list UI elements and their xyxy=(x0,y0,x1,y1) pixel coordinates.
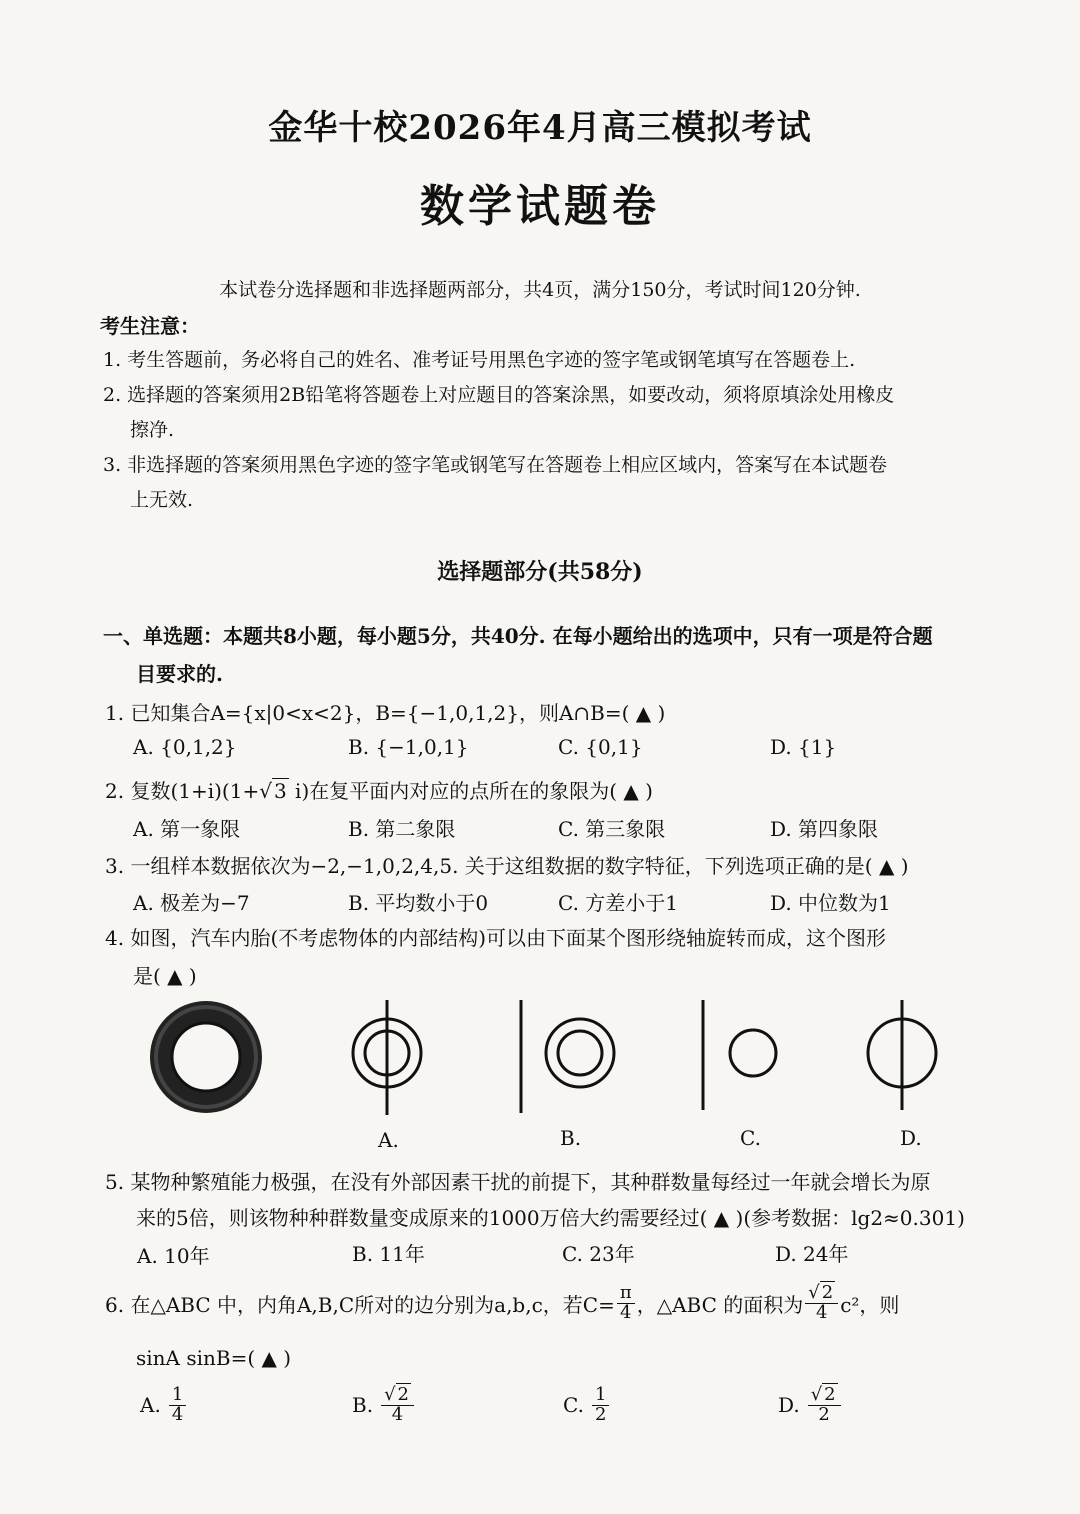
option-fraction xyxy=(808,1386,841,1425)
part-heading: 一、单选题：本题共8小题，每小题5分，共40分. 在每小题给出的选项中，只有一项是符合题 xyxy=(103,624,933,648)
notice-item-1: 1. 考生答题前，务必将自己的姓名、准考证号用黑色字迹的签字笔或钢笔填写在答题卷上. xyxy=(103,349,856,371)
question-2-option-a: A. 第一象限 xyxy=(133,817,241,841)
question-4-option-a: A. xyxy=(378,1128,399,1152)
fraction-denominator: 4 xyxy=(620,1301,632,1323)
question-2-stem xyxy=(105,775,653,804)
question-2-stem-part-b: i)在复平面内对应的点所在的象限为( ▲ ) xyxy=(288,779,653,803)
notice-item-3: 3. 非选择题的答案须用黑色字迹的签字笔或钢笔写在答题卷上相应区域内，答案写在本试题卷 xyxy=(103,454,888,476)
question-4-option-c: C. xyxy=(740,1126,761,1150)
fraction-denominator: 4 xyxy=(171,1403,184,1425)
question-6-stem-cont: sinA sinB=( ▲ ) xyxy=(136,1346,292,1370)
question-1-option-b: B. {−1,0,1} xyxy=(348,735,469,759)
question-4-stem: 4. 如图，汽车内胎(不考虑物体的内部结构)可以由下面某个图形绕轴旋转而成，这个图形 xyxy=(105,926,887,950)
fraction-numerator: 1 xyxy=(169,1386,186,1406)
question-1-stem: 1. 已知集合A={x|0<x<2}，B={−1,0,1,2}，则A∩B=( ▲ ) xyxy=(105,701,666,725)
option-letter: D. xyxy=(778,1393,800,1418)
option-letter: A. xyxy=(140,1393,161,1418)
fraction-denominator: 4 xyxy=(391,1403,404,1425)
question-5-option-b: B. 11年 xyxy=(352,1242,425,1266)
fraction-denominator: 4 xyxy=(816,1301,828,1323)
option-fraction xyxy=(381,1386,414,1425)
fraction-numerator xyxy=(381,1386,414,1406)
question-5-option-d: D. 24年 xyxy=(775,1242,849,1266)
question-6-angle-fraction xyxy=(617,1284,635,1323)
question-2-option-b: B. 第二象限 xyxy=(348,817,456,841)
fraction-numerator xyxy=(805,1284,838,1304)
question-3-option-c: C. 方差小于1 xyxy=(558,891,679,915)
exam-intro: 本试卷分选择题和非选择题两部分，共4页，满分150分，考试时间120分钟. xyxy=(219,279,861,301)
question-4-option-b: B. xyxy=(560,1126,582,1150)
section-title: 选择题部分(共58分) xyxy=(437,559,643,585)
question-1-option-d: D. {1} xyxy=(770,735,837,759)
question-6-stem-part-a: 6. 在△ABC 中，内角A,B,C所对的边分别为a,b,c，若C= xyxy=(105,1292,615,1317)
question-5-option-a: A. 10年 xyxy=(137,1244,210,1268)
fraction-numerator xyxy=(808,1386,841,1406)
fraction-denominator: 2 xyxy=(594,1403,607,1425)
option-letter: C. xyxy=(563,1393,584,1418)
question-2-option-c: C. 第三象限 xyxy=(558,817,666,841)
fraction-numerator: 1 xyxy=(592,1386,609,1406)
question-3-option-b: B. 平均数小于0 xyxy=(348,891,489,915)
figure-d xyxy=(868,1000,936,1110)
notice-item-2-cont: 擦净. xyxy=(130,419,175,441)
question-2-stem-part-a: 2. 复数(1+i)(1+ xyxy=(105,779,260,803)
question-5-option-c: C. 23年 xyxy=(562,1242,635,1266)
question-4-stem-cont: 是( ▲ ) xyxy=(133,964,197,988)
question-6-option-c xyxy=(563,1386,611,1425)
sqrt-radicand: 2 xyxy=(824,1384,836,1405)
question-3-option-d: D. 中位数为1 xyxy=(770,891,891,915)
question-2-sqrt-radicand: 3 xyxy=(273,779,287,803)
option-fraction xyxy=(592,1386,609,1425)
question-4-figures xyxy=(0,995,1080,1125)
question-3-option-a: A. 极差为−7 xyxy=(133,891,250,915)
fraction-numerator: π xyxy=(617,1284,635,1304)
figure-b xyxy=(521,1000,614,1113)
option-fraction xyxy=(169,1386,186,1425)
sqrt-symbol: √ xyxy=(808,1282,820,1303)
figure-a xyxy=(353,1000,421,1115)
notice-item-3-cont: 上无效. xyxy=(130,489,194,511)
sqrt-symbol: √ xyxy=(259,779,272,803)
sqrt-symbol: √ xyxy=(810,1384,823,1405)
question-4-option-d: D. xyxy=(900,1126,922,1150)
question-6-stem xyxy=(105,1284,899,1323)
question-1-option-a: A. {0,1,2} xyxy=(133,735,237,759)
option-letter: B. xyxy=(352,1393,374,1418)
exam-subtitle: 数学试题卷 xyxy=(420,181,660,232)
question-6-option-a xyxy=(140,1386,188,1425)
notice-heading: 考生注意： xyxy=(100,314,200,338)
question-3-stem: 3. 一组样本数据依次为−2,−1,0,2,4,5. 关于这组数据的数字特征，下列选项正确的是( ▲ ) xyxy=(105,854,909,878)
sqrt-symbol: √ xyxy=(384,1384,396,1405)
question-1-option-c: C. {0,1} xyxy=(558,735,643,759)
question-5-stem-cont: 来的5倍，则该物种种群数量变成原来的1000万倍大约需要经过( ▲ )(参考数据：lg2≈0.301) xyxy=(136,1206,965,1230)
notice-item-2: 2. 选择题的答案须用2B铅笔将答题卷上对应题目的答案涂黑，如要改动，须将原填涂处用橡皮 xyxy=(103,384,895,406)
sqrt-radicand: 2 xyxy=(397,1384,409,1405)
figure-c xyxy=(703,1000,776,1110)
question-6-option-b xyxy=(352,1386,416,1425)
question-5-stem: 5. 某物种繁殖能力极强，在没有外部因素干扰的前提下，其种群数量每经过一年就会增长为原 xyxy=(105,1170,931,1194)
sqrt-radicand: 2 xyxy=(821,1282,834,1303)
tire-image xyxy=(150,1001,262,1113)
question-6-stem-part-b: ，△ABC 的面积为 xyxy=(636,1292,804,1317)
fraction-denominator: 2 xyxy=(818,1403,830,1425)
question-2-option-d: D. 第四象限 xyxy=(770,817,879,841)
question-6-stem-part-c: c²，则 xyxy=(840,1292,900,1317)
question-6-option-d xyxy=(778,1386,843,1425)
question-6-area-fraction xyxy=(805,1284,838,1323)
exam-title: 金华十校2026年4月高三模拟考试 xyxy=(268,108,812,148)
part-heading-cont: 目要求的. xyxy=(136,662,223,686)
